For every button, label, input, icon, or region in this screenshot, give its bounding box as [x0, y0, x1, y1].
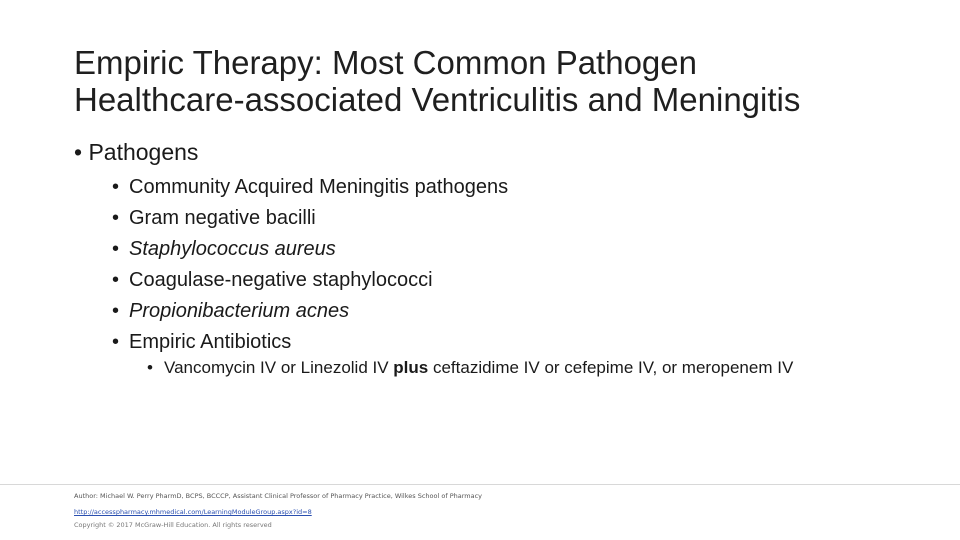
footer-author: Author: Michael W. Perry PharmD, BCPS, BCCCP, Assistant Clinical Professor of Pharmacy Practice, Wilkes School of Pharmacy: [74, 492, 483, 500]
bullet-pathogens-text: Pathogens: [88, 139, 199, 165]
list-item-text: Empiric Antibiotics: [129, 331, 292, 353]
list-item-text: Propionibacterium acnes: [129, 300, 350, 322]
list-item: [112, 234, 508, 265]
footer-link[interactable]: http://accesspharmacy.mhmedical.com/LearningModuleGroup.aspx?id=8: [74, 508, 312, 516]
list-item-text: Coagulase-negative staphylococci: [129, 269, 433, 291]
bullet-marker: •: [112, 176, 120, 198]
title-line-1: Empiric Therapy: Most Common Pathogen: [74, 44, 697, 81]
bullet-marker: •: [147, 358, 153, 377]
slide-title: [74, 44, 934, 118]
bullet-marker: •: [112, 207, 120, 229]
bullet-pathogens: [74, 138, 198, 166]
bullet-marker: •: [112, 238, 120, 260]
bullet-marker: •: [112, 331, 120, 353]
antibiotics-text-before: Vancomycin IV or Linezolid IV: [164, 358, 394, 377]
list-item: [112, 265, 508, 296]
antibiotics-detail: [147, 357, 897, 379]
title-line-2: Healthcare-associated Ventriculitis and Meningitis: [74, 81, 801, 118]
footer-copyright: Copyright © 2017 McGraw-Hill Education. All rights reserved: [74, 521, 272, 529]
antibiotics-text-after: ceftazidime IV or cefepime IV, or meropenem IV: [428, 358, 794, 377]
antibiotics-detail-text: [147, 357, 897, 379]
footer-divider: [0, 484, 960, 485]
list-item-text: Community Acquired Meningitis pathogens: [129, 176, 509, 198]
list-item: [112, 296, 508, 327]
list-item: [112, 172, 508, 203]
pathogen-list: [112, 172, 508, 358]
list-item: [112, 327, 508, 358]
bullet-marker: •: [112, 300, 120, 322]
bullet-marker: •: [74, 139, 83, 165]
list-item: [112, 203, 508, 234]
list-item-text: Staphylococcus aureus: [129, 238, 336, 260]
list-item-text: Gram negative bacilli: [129, 207, 316, 229]
bullet-marker: •: [112, 269, 120, 291]
antibiotics-text-emphasis: plus: [393, 358, 429, 377]
